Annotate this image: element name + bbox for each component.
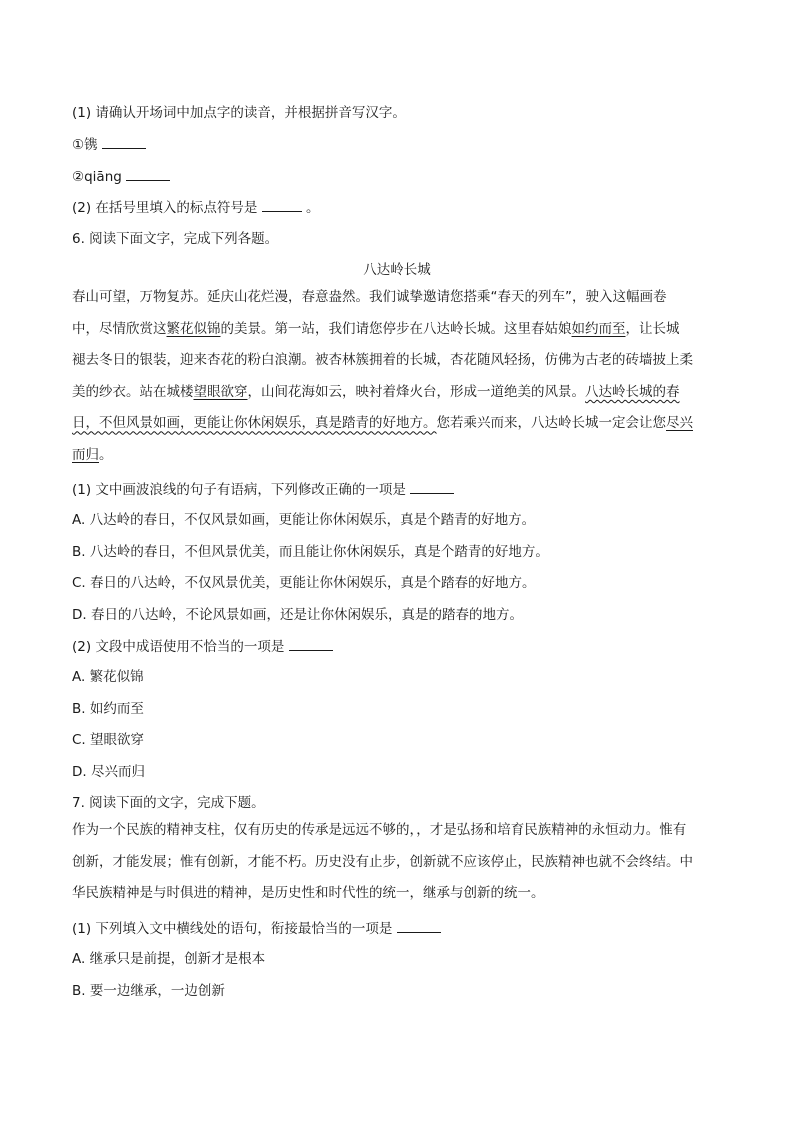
- option-item[interactable]: C. 春日的八达岭，不仅风景优美，更能让你休闲娱乐，真是个踏春的好地方。: [72, 575, 536, 591]
- q6-sub2: (2) 文段中成语使用不恰当的一项是: [72, 636, 333, 657]
- answer-blank[interactable]: [262, 197, 302, 212]
- answer-blank[interactable]: [397, 918, 441, 933]
- answer-blank[interactable]: [126, 166, 170, 181]
- q6-heading: 6. 阅读下面文字，完成下列各题。: [72, 231, 279, 247]
- wavy-underlined-sentence: 日，不但风景如画，更能让你休闲娱乐，真是踏青的好地方。: [72, 415, 437, 432]
- underlined-idiom: 而归: [72, 446, 99, 463]
- q5-item2: ②qiāng: [72, 166, 170, 187]
- option-item[interactable]: A. 八达岭的春日，不仅风景如画，更能让你休闲娱乐，真是个踏青的好地方。: [72, 512, 536, 528]
- q7-heading: 7. 阅读下面的文字，完成下题。: [72, 795, 265, 811]
- q7-passage: 作为一个民族的精神支柱，仅有历史的传承是远远不够的，，才是弘扬和培育民族精神的永恒动力。惟有 创新，才能发展；惟有创新，才能不朽。历史没有止步，创新就不应该停止，民族精神也就不会终结。中 华民族精神是与时俱进的精神，是历史性和时代性的统一，继承与创新的统一。: [72, 822, 693, 902]
- underlined-idiom: 繁花似锦: [166, 320, 221, 337]
- q6-passage: 春山可望，万物复苏。延庆山花烂漫，春意盎然。我们诚挚邀请您搭乘“春天的列车”，驶入这幅画卷 中，尽情欣赏这繁花似锦的美景。第一站，我们请您停步在八达岭长城。这里春姑娘如约而至，让长城 褪去冬日的银装，迎来杏花的粉白浪潮。被杏林簇拥着的长城，杏花随风轻扬，仿佛为古老的砖墙披上柔 美的纱衣。站在城楼望眼欲穿，山间花海如云，映衬着烽火台，形成一道绝美的风景。八达岭长城的春 日，不但风景如画，更能让你休闲娱乐，真是踏青的好地方。您若乘兴而来，八达岭长城一定会让您尽兴 而归。: [72, 289, 693, 463]
- underlined-idiom: 望眼欲穿: [193, 383, 248, 400]
- option-item[interactable]: A. 继承只是前提，创新才是根本: [72, 951, 266, 967]
- option-item[interactable]: B. 八达岭的春日，不但风景优美，而且能让你休闲娱乐，真是个踏青的好地方。: [72, 544, 549, 560]
- passage-title: 八达岭长城: [363, 262, 431, 278]
- wavy-underlined-sentence: 八达岭长城的春: [585, 383, 680, 400]
- q6-sub1: (1) 文中画波浪线的句子有语病，下列修改正确的一项是: [72, 479, 454, 500]
- option-item[interactable]: C. 望眼欲穿: [72, 732, 145, 748]
- q5-item1: ①镌: [72, 134, 146, 155]
- underlined-idiom: 尽兴: [666, 415, 693, 432]
- option-item[interactable]: A. 繁花似锦: [72, 669, 144, 685]
- option-item[interactable]: D. 春日的八达岭，不论风景如画，还是让你休闲娱乐，真是的踏春的地方。: [72, 607, 523, 623]
- option-item[interactable]: D. 尽兴而归: [72, 764, 145, 780]
- q5-sub1: (1) 请确认开场词中加点字的读音，并根据拼音写汉字。: [72, 105, 406, 121]
- underlined-idiom: 如约而至: [571, 320, 626, 337]
- answer-blank[interactable]: [289, 636, 333, 651]
- option-item[interactable]: B. 如约而至: [72, 701, 144, 717]
- q7-sub1: (1) 下列填入文中横线处的语句，衔接最恰当的一项是: [72, 918, 441, 939]
- option-item[interactable]: B. 要一边继承，一边创新: [72, 983, 225, 999]
- q5-sub2: (2) 在括号里填入的标点符号是 。: [72, 197, 320, 218]
- answer-blank[interactable]: [410, 479, 454, 494]
- answer-blank[interactable]: [102, 134, 146, 149]
